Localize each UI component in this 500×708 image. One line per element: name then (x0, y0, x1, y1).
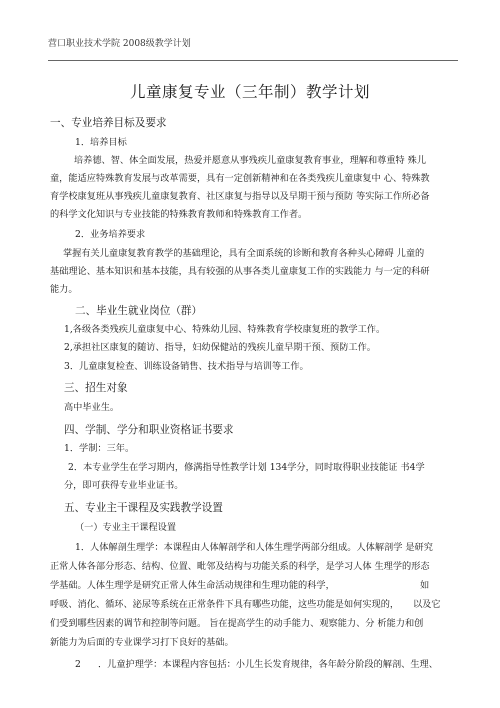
list-item: 2,承担社区康复的随访、指导，妇幼保健站的残疾儿童早期干预、预防工作。 (64, 342, 376, 353)
paragraph-line: 呼吸、消化、循环、泌尿等系统在正常条件下具有哪些功能，这些功能是如何实现的， (50, 599, 400, 610)
list-item: 1,各级各类残疾儿童康复中心、特殊幼儿园、特殊教育学校康复班的教学工作。 (64, 324, 386, 335)
header-rule (48, 60, 458, 61)
paragraph-line: 能力。 (50, 284, 78, 295)
running-header: 营口职业技术学院 2008级教学计划 (48, 39, 191, 49)
section-heading: 三、招生对象 (64, 382, 128, 394)
paragraph-line: 正常人体各部分形态、结构、位置、毗邻及结构与功能关系的科学，是学习人体 生理学的形态 (50, 561, 430, 572)
paragraph-line: 以及它 (413, 599, 441, 610)
paragraph-line: 培养德、智、体全面发展，热爱并愿意从事残疾儿童康复教育事业，理解和尊重特 殊儿 (74, 155, 427, 166)
paragraph-line: 高中毕业生。 (64, 402, 120, 413)
subsection-heading: （一）专业主干课程设置 (75, 522, 177, 533)
paragraph-line: 如 (420, 580, 430, 591)
paragraph-line: 1．人体解剖生理学：本课程由人体解剖学和人体生理学两部分组成。人体解剖学 是研究 (75, 542, 433, 553)
paragraph-line: 们受到哪些因素的调节和控制等问题。 旨在提高学生的动手能力、观察能力、分 析能力和创 (50, 618, 424, 629)
section-heading: 四、学制、学分和职业资格证书要求 (64, 424, 234, 436)
section-heading: 五、专业主干课程及实践教学设置 (64, 502, 223, 514)
list-item: 1．学制：三年。 (64, 443, 135, 454)
paragraph-line: 新能力为后面的专业课学习打下良好的基础。 (50, 637, 234, 648)
list-item: 3．儿童康复检查、训练设备销售、技术指导与培训等工作。 (64, 361, 309, 372)
section-heading: 一、专业培养目标及要求 (50, 117, 167, 129)
paragraph-line: 的科学文化知识与专业技能的特殊教育教师和特殊教育工作者。 (50, 209, 308, 220)
page-title: 儿童康复专业（三年制）教学计划 (129, 83, 370, 101)
paragraph-line: 童，能适应特殊教育发展与改革需要，具有一定创新精神和在各类残疾儿童康复中 心、特殊教 (50, 173, 430, 184)
paragraph-line: 育学校康复班从事残疾儿童康复教育、社区康复与指导以及早期干预与预防 等实际工作所必备 (50, 191, 430, 202)
list-item: 2．本专业学生在学习期内，修满指导性教学计划 134学分，同时取得职业技能证 书4学 (68, 462, 425, 473)
subsection-heading: 2．业务培养要求 (75, 229, 146, 240)
paragraph-line: 分，即可获得专业毕业证书。 (64, 480, 184, 491)
subsection-heading: 1．培养目标 (75, 137, 127, 148)
paragraph-line: ．儿童护理学：本课程内容包括：小儿生长发育规律，各年龄分阶段的解剖、生理、 (98, 659, 438, 670)
list-number: 2 (75, 659, 81, 670)
paragraph-line: 基础理论、基本知识和基本技能，具有较强的从事各类儿童康复工作的实践能力 与一定的科研 (50, 266, 430, 277)
paragraph-line: 学基础。人体生理学是研究正常人体生命活动规律和生理功能的科学， (50, 580, 335, 591)
section-heading: 二、毕业生就业岗位（群） (75, 305, 203, 317)
paragraph-line: 掌握有关儿童康复教育教学的基础理论，具有全面系统的诊断和教育各种头心障碍 儿童的 (63, 248, 425, 259)
